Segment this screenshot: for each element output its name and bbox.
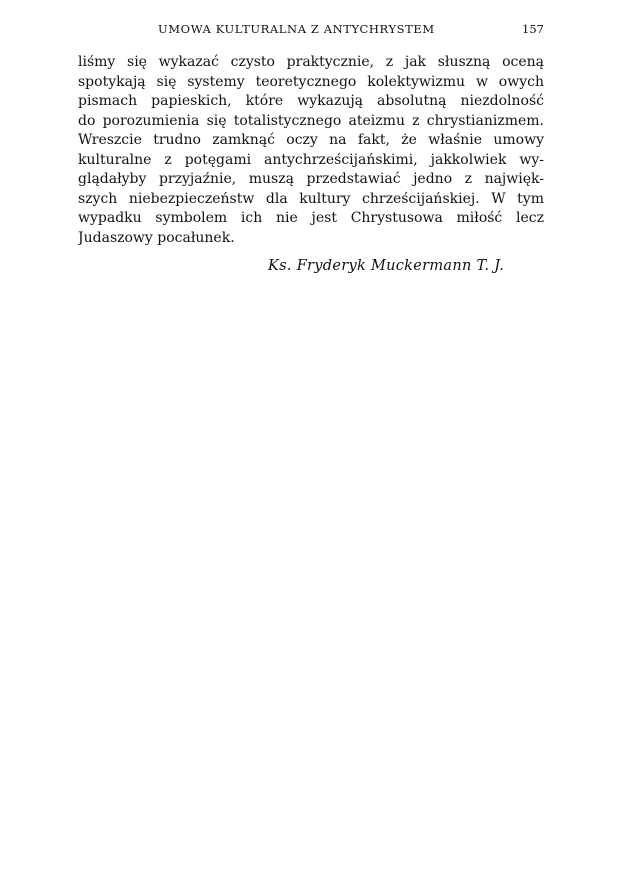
running-head (78, 22, 544, 42)
page-number: 157 (522, 22, 544, 36)
text-line: liśmy się wykazać czysto praktycznie, z jak słuszną oceną (78, 54, 544, 70)
text-line: do porozumienia się totalistycznego ateizmu z chrystianizmem. (78, 112, 544, 129)
text-line: Wreszcie trudno zamknąć oczy na fakt, że właśnie umowy (78, 132, 544, 148)
author-signature: Ks. Fryderyk Muckermann T. J. (268, 258, 505, 274)
running-head-title: UMOWA KULTURALNA Z ANTYCHRYSTEM (158, 22, 435, 36)
text-line: wypadku symbolem ich nie jest Chrystusowa miłość lecz (78, 210, 544, 226)
text-line: glądałyby przyjaźnie, muszą przedstawiać jedno z najwięk- (78, 171, 544, 187)
text-line: kulturalne z potęgami antychrześcijańskimi, jakkolwiek wy- (78, 151, 544, 168)
text-line: Judaszowy pocałunek. (78, 229, 235, 246)
text-line: spotykają się systemy teoretycznego kolektywizmu w owych (78, 73, 544, 90)
body-text (78, 53, 544, 248)
text-line: szych niebezpieczeństw dla kultury chrześcijańskiej. W tym (78, 190, 544, 207)
text-line: pismach papieskich, które wykazują absolutną niezdolność (78, 93, 544, 109)
